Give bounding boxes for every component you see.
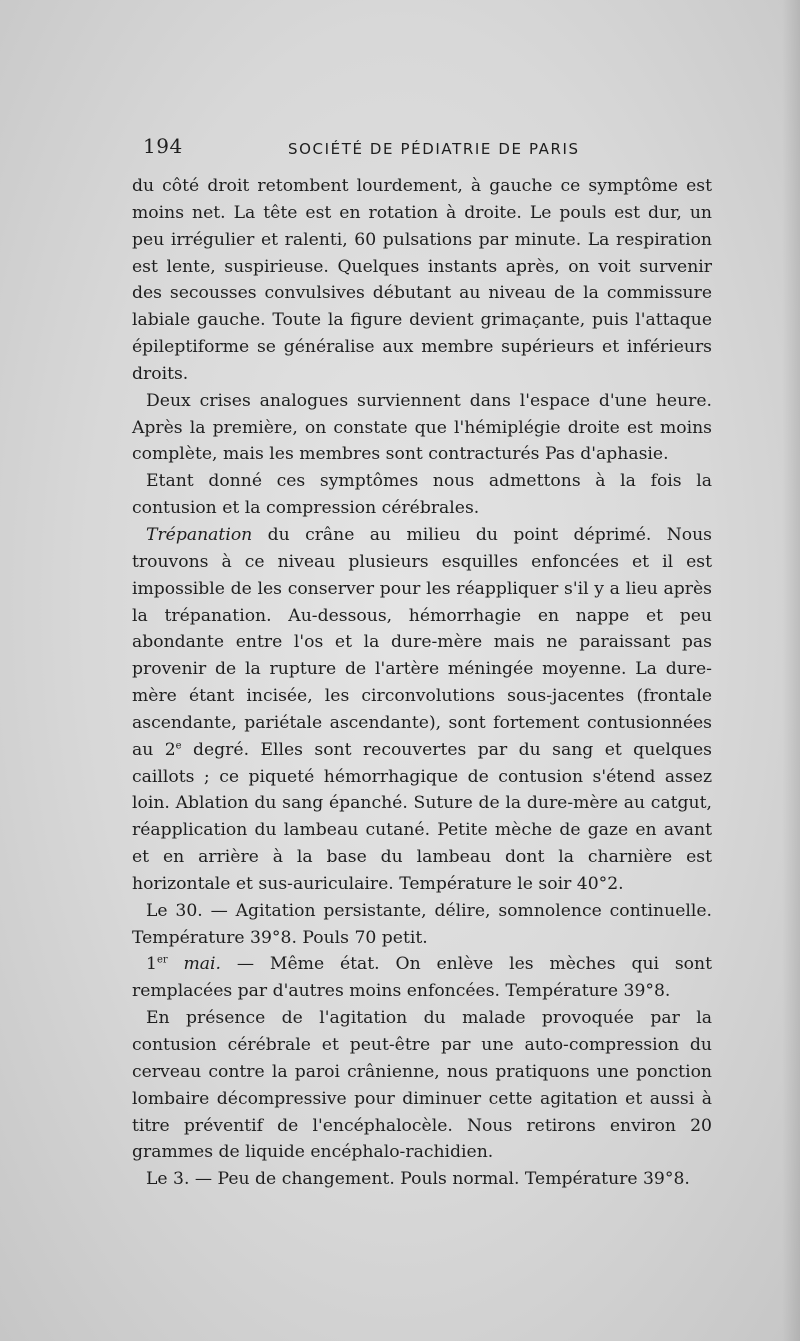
article-body [132, 173, 712, 1193]
date-number: 1 [146, 954, 157, 975]
paragraph-7: En présence de l'agitation du malade provoquée par la contusion cérébrale et peut-être par une auto-compression du cerveau contre la paroi crânienne, nous pratiquons une ponction lombaire décompressive pour diminuer cette agitation et aussi à titre préventif de l'encéphalocèle. Nous retirons environ 20 grammes de liquide encéphalo-rachidien. [132, 1008, 712, 1163]
date-label: mai. [167, 954, 221, 975]
paragraph-3: Etant donné ces symptômes nous admettons à la fois la contusion et la compression cérébrales. [132, 471, 712, 519]
page-edge-shadow [782, 0, 800, 1341]
paragraph-4-text: du crâne au milieu du point déprimé. Nous trouvons à ce niveau plusieurs esquilles enfoncées et il est impossible de les conserver pour les réappliquer s'il y a lieu après la trépanation. Au-dessous, hémorrhagie en nappe et peu abondante entre l'os et la dure-mère mais ne paraissant pas provenir de la rupture de l'artère méningée moyenne. La dure-mère étant incisée, les circonvolutions sous-jacentes (frontale ascendante, pariétale ascendante), sont fortement contusionnées au 2 [132, 524, 712, 760]
page-number: 194 [143, 134, 183, 158]
paragraph-1: du côté droit retombent lourdement, à gauche ce symptôme est moins net. La tête est en rotation à droite. Le pouls est dur, un peu irrégulier et ralenti, 60 pulsations par minute. La respiration est lente, suspirieuse. Quelques instants après, on voit survenir des secousses convulsives débutant au niveau de la commissure labiale gauche. Toute la figure devient grimaçante, puis l'attaque épileptiforme se généralise aux membre supérieurs et inférieurs droits. [132, 176, 712, 384]
paragraph-2: Deux crises analogues surviennent dans l'espace d'une heure. Après la première, on constate que l'hémiplégie droite est moins complète, mais les membres sont contracturés Pas d'aphasie. [132, 390, 712, 465]
paragraph-5: Le 30. — Agitation persistante, délire, somnolence continuelle. Température 39°8. Pouls 70 petit. [132, 900, 712, 948]
trepanation-label: Trépanation [146, 524, 253, 545]
paragraph-8: Le 3. — Peu de changement. Pouls normal. Température 39°8. [146, 1169, 690, 1190]
paragraph-6 [132, 951, 712, 1005]
paragraph-4 [132, 522, 712, 898]
date-superscript: er [156, 954, 168, 966]
journal-title: SOCIÉTÉ DE PÉDIATRIE DE PARIS [288, 140, 580, 158]
paragraph-4-end: degré. Elles sont recouvertes par du sang et quelques caillots ; ce piqueté hémorrhagique de contusion s'étend assez loin. Ablation du sang épanché. Suture de la dure-mère au catgut, réapplication du lambeau cutané. Petite mèche de gaze en avant et en arrière à la base du lambeau dont la charnière est horizontale et sus-auriculaire. Température le soir 40°2. [132, 739, 712, 894]
paragraph-6-text: — Même état. On enlève les mèches qui sont remplacées par d'autres moins enfoncées. Température 39°8. [132, 954, 713, 1002]
degree-superscript: e [175, 739, 182, 751]
running-head [143, 134, 715, 164]
